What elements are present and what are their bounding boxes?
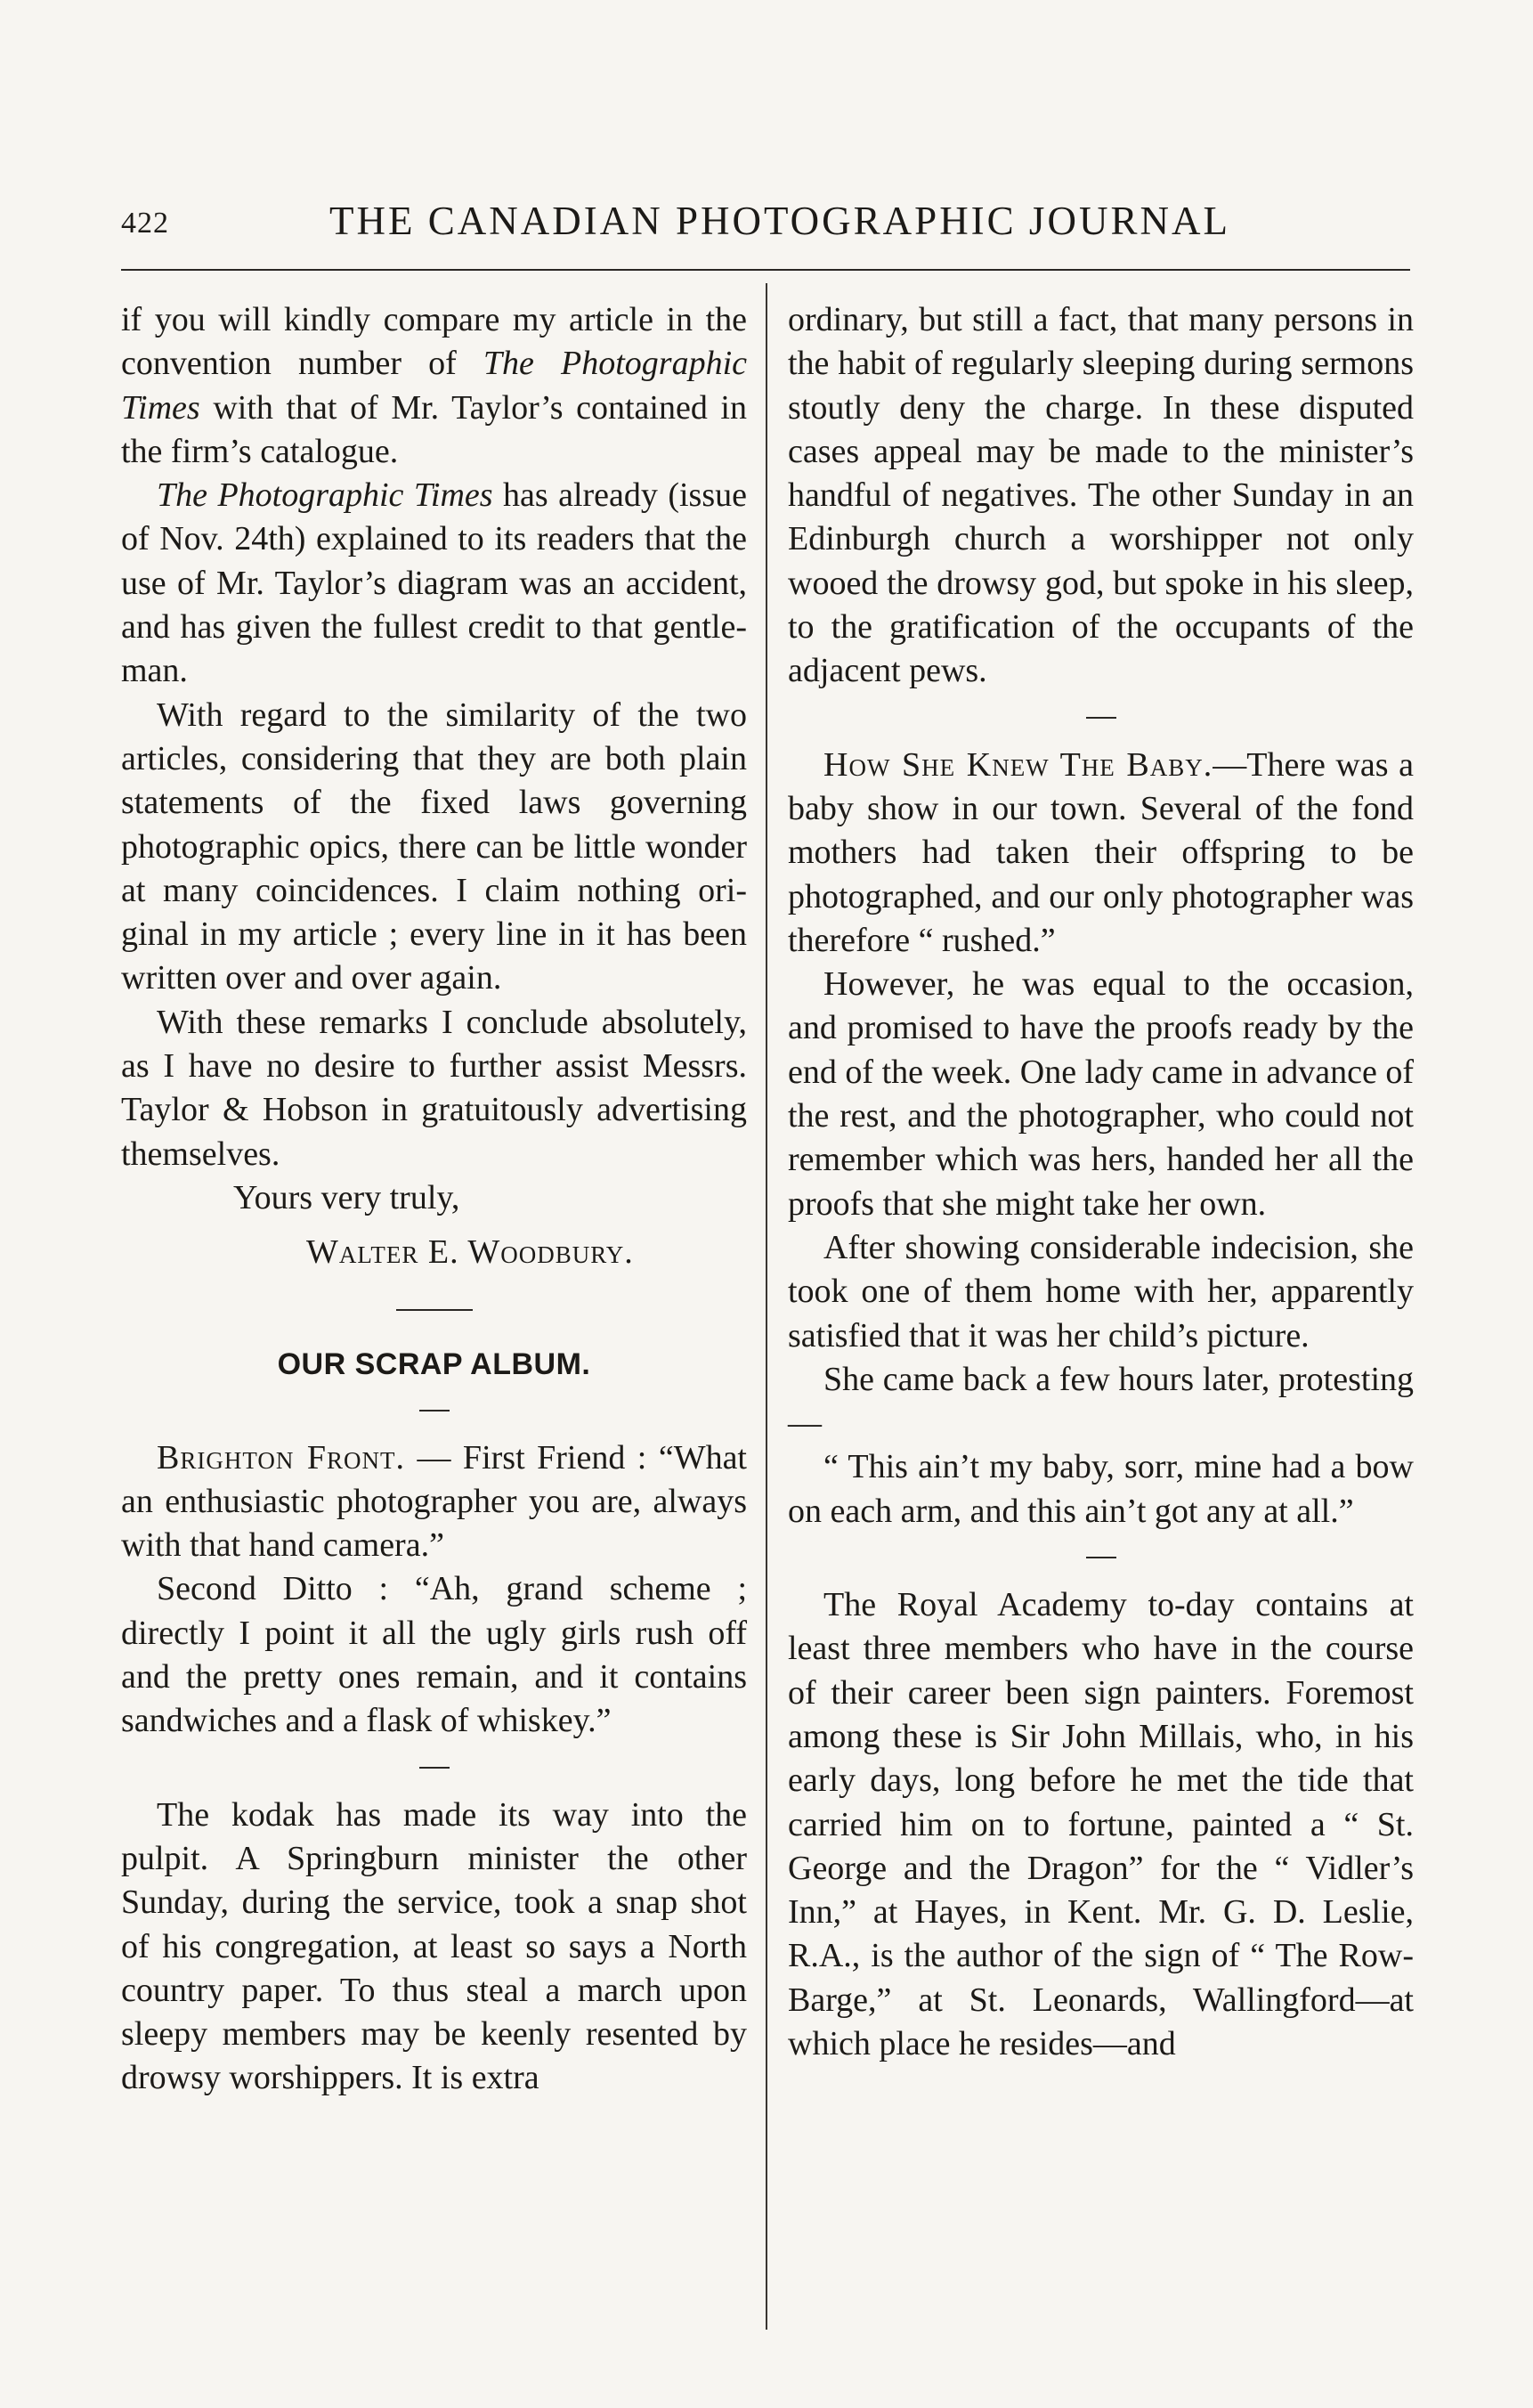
brighton-text: — First Friend : “What an enthusiastic photographer you are, always with that hand camera.” xyxy=(121,1438,747,1565)
baby-show-paragraph-after: After showing considerable indecision, she took one of them home with her, apparently satisfied that it was her child’s picture. xyxy=(788,1228,1414,1354)
item-caption: Brighton Front. xyxy=(157,1438,405,1477)
item-divider xyxy=(419,1410,450,1411)
section-divider xyxy=(396,1309,473,1311)
journal-title: THE CANADIAN PHOTOGRAPHIC JOURNAL xyxy=(329,199,1230,243)
baby-show-paragraph-came-back: She came back a few hours later, protesting— xyxy=(788,1360,1414,1443)
kodak-pulpit-item: The kodak has made its way into the pulpit. A Springburn minister the other Sunday, during the service, took a snap shot of his congregation, at least so says a North country paper. To thus steal a march upon sleepy members may be keenly resented by drowsy worshippers. It is extra xyxy=(121,1795,747,2097)
running-header xyxy=(121,198,1410,251)
compare-text-start: if you will kindly compare my article in the convention number of xyxy=(121,301,747,383)
photographic-times-title: The Photographic Times xyxy=(121,345,747,427)
section-heading-scrap-album: OUR SCRAP ALBUM. xyxy=(277,1346,591,1381)
baby-show-item xyxy=(788,744,1414,963)
letter-paragraph-similarity: With regard to the similarity of the two articles, considering that they are both plain statements of the fixed laws governing photographic opics, there can be little wonder at many coincidences. I claim nothing original in my article ; every line in it has been written over and over again. xyxy=(121,696,747,997)
royal-academy-item: The Royal Academy to-day contains at least three members who have in the course of their career been sign painters. Foremost among these is Sir John Millais, who, in his early days, long before he met the tide that carried him on to fortune, painted a “ St. George and the Dragon” for the “ Vidler’s Inn,” at Hayes, in Kent. Mr. G. D. Leslie, R.A., is the author of the sign of “ The Row-Barge,” at St. Leonards, Wallingford—at which place he resides—and xyxy=(788,1586,1414,2062)
page-number: 422 xyxy=(121,207,169,240)
kodak-pulpit-continued: ordinary, but still a fact, that many persons in the habit of regularly sleeping during sermons stoutly deny the charge. In these disputed cases appeal may be made to the minister’s handful of negatives. The other Sunday in an Edinburgh church a worshipper not only wooed the drowsy god, but spoke in his sleep, to the gratification of the occupants of the adjacent pews. xyxy=(788,301,1414,690)
letter-paragraph-conclude: With these remarks I conclude absolutely, as I have no desire to further assist Messrs. Taylor & Hobson in gratuitously advertising themselves. xyxy=(121,1003,747,1173)
compare-text-end: with that of Mr. Taylor’s contained in the firm’s catalogue. xyxy=(121,388,747,470)
item-divider xyxy=(419,1767,450,1769)
letter-signature: Walter E. Woodbury. xyxy=(306,1233,634,1272)
second-ditto-item: Second Ditto : “Ah, grand scheme ; directly I point it all the ugly girls rush off and the pretty ones remain, and it contains sandwiches and a flask of whiskey.” xyxy=(121,1570,747,1740)
column-divider xyxy=(766,283,767,2330)
explained-text: has already (issue of Nov. 24th) explained to its readers that the use of Mr. Taylor’s diagram was an accident, and has given the fullest credit to that gentleman. xyxy=(121,476,747,690)
baby-intro-text: —There was a baby show in our town. Several of the fond mothers had taken their offspring to be photographed, and our only photographer was therefore “ rushed.” xyxy=(788,745,1414,959)
baby-show-paragraph-however: However, he was equal to the occasion, and promised to have the proofs ready by the end of the week. One lady came in advance of the rest, and the photographer, who could not remember which was hers, handed her all the proofs that she might take her own. xyxy=(788,965,1414,1223)
letter-signoff: Yours very truly, xyxy=(233,1178,460,1216)
brighton-front-item xyxy=(121,1436,747,1568)
letter-paragraph-compare xyxy=(121,298,747,474)
baby-show-quote: “ This ain’t my baby, sorr, mine had a bow on each arm, and this ain’t got any at all.” xyxy=(788,1448,1414,1530)
header-rule xyxy=(121,269,1410,271)
left-column xyxy=(121,298,747,2101)
right-column xyxy=(788,298,1414,2066)
item-divider xyxy=(1086,717,1116,719)
item-divider xyxy=(1086,1557,1116,1558)
photographic-times-title: The Photographic Times xyxy=(157,476,493,515)
item-caption: How She Knew The Baby. xyxy=(823,745,1213,784)
letter-paragraph-explained xyxy=(121,474,747,693)
